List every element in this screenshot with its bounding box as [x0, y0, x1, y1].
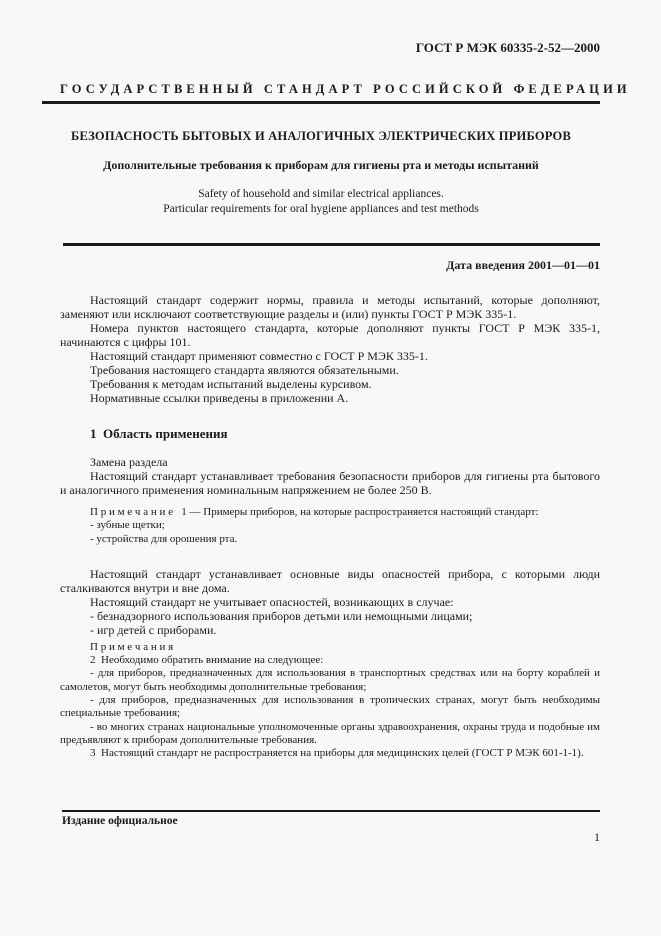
hazard-item: - игр детей с приборами.	[90, 622, 217, 637]
note-2-item: - для приборов, предназначенных для использования в транспортных средствах или на борту кораблей и самолетов, могут быть необходимы дополнительные требования;	[60, 667, 600, 693]
title-english	[42, 187, 600, 217]
title-english-line2: Particular requirements for oral hygiene appliances and test methods	[163, 203, 479, 215]
section-1-heading: 1 Область применения	[90, 426, 228, 441]
note-2-item: - для приборов, предназначенных для использования в тропических странах, могут быть необходимы специальные требования;	[60, 694, 600, 720]
footer-rule	[62, 810, 600, 812]
notes-label: П р и м е ч а н и я	[90, 640, 174, 653]
note-1-item: - устройства для орошения рта.	[90, 532, 238, 545]
note-1-item: - зубные щетки;	[90, 519, 165, 532]
header-rule	[42, 101, 600, 104]
effective-date: Дата введения 2001—01—01	[446, 258, 600, 272]
notes-block	[60, 641, 600, 761]
intro-paragraph: Нормативные ссылки приведены в приложении А.	[90, 391, 349, 405]
intro-paragraph: Требования настоящего стандарта являются обязательными.	[90, 363, 399, 377]
scope-paragraph: Настоящий стандарт устанавливает требования безопасности приборов для гигиены рта бытового и аналогичного применения номинальным напряжением не более 250 В.	[60, 469, 600, 497]
hazards-block	[60, 567, 600, 637]
intro-paragraph: Настоящий стандарт применяют совместно с ГОСТ Р МЭК 335-1.	[90, 349, 428, 363]
replace-note: Замена раздела	[90, 455, 168, 469]
title-separator-rule	[63, 243, 600, 246]
note-2-item: - во многих странах национальные уполномоченные органы здравоохранения, охраны труда и подобные им предъявляют к приборам дополнительные требования.	[60, 720, 600, 746]
official-edition-label: Издание официальное	[62, 815, 178, 827]
intro-paragraph: Номера пунктов настоящего стандарта, которые дополняют пункты ГОСТ Р МЭК 335-1, начинаются с цифры 101.	[60, 321, 600, 349]
section-1-scope-block	[60, 455, 600, 497]
intro-paragraph: Требования к методам испытаний выделены курсивом.	[90, 377, 372, 391]
scope-paragraph: Настоящий стандарт устанавливает основные виды опасностей прибора, с которыми люди сталкиваются внутри и вне дома.	[60, 566, 600, 595]
intro-paragraph: Настоящий стандарт содержит нормы, правила и методы испытаний, которые дополняют, заменяют или исключают соответствующие разделы и (или) пункты ГОСТ Р МЭК 335-1.	[60, 293, 600, 321]
title-russian: БЕЗОПАСНОСТЬ БЫТОВЫХ И АНАЛОГИЧНЫХ ЭЛЕКТРИЧЕСКИХ ПРИБОРОВ	[70, 129, 572, 143]
introduction-paragraphs	[60, 293, 600, 405]
note-3: 3 Настоящий стандарт не распространяется на приборы для медицинских целей (ГОСТ Р МЭК 601-1-1).	[90, 747, 584, 760]
title-english-line1: Safety of household and similar electrical appliances.	[198, 188, 444, 200]
federation-standard-header: ГОСУДАРСТВЕННЫЙ СТАНДАРТ РОССИЙСКОЙ ФЕДЕРАЦИИ	[60, 82, 631, 96]
document-number: ГОСТ Р МЭК 60335-2-52—2000	[415, 40, 600, 55]
hazard-item: - безнадзорного использования приборов детьми или немощными лицами;	[90, 608, 473, 623]
subtitle-russian: Дополнительные требования к приборам для гигиены рта и методы испытаний	[103, 158, 539, 172]
note-1-label: П р и м е ч а н и е 1 — Примеры приборов, на которые распространяется настоящий стандарт:	[90, 506, 539, 518]
page-content	[42, 0, 631, 761]
page-number: 1	[594, 830, 600, 844]
note-1-block	[60, 506, 600, 546]
note-2-intro: 2 Необходимо обратить внимание на следующее:	[90, 654, 324, 667]
scope-paragraph: Настоящий стандарт не учитывает опасностей, возникающих в случае:	[90, 594, 454, 609]
